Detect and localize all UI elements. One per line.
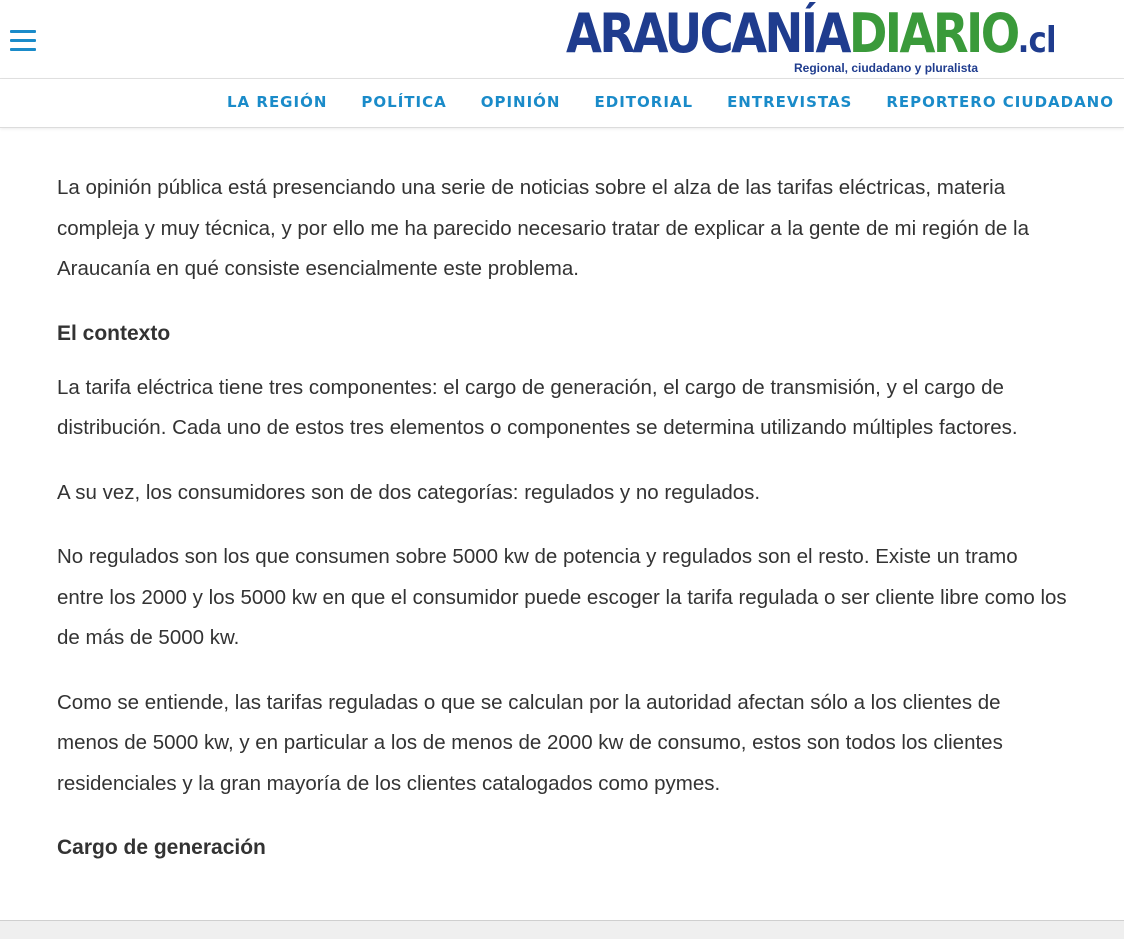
article-paragraph: La tarifa eléctrica tiene tres componentes: el cargo de generación, el cargo de transmisión, y el cargo de distribución. Cada uno de estos tres elementos o componentes se determina utilizando múltiples factores. [57,375,1018,439]
bottom-segment [218,921,343,939]
hamburger-line [10,39,36,42]
bottom-segment [926,921,1124,939]
article-body [57,168,1067,882]
article-subheading: Cargo de generación [57,836,266,859]
nav-item-reportero-ciudadano[interactable]: REPORTERO CIUDADANO [886,93,1114,111]
hamburger-line [10,30,36,33]
site-header [0,0,1124,79]
article-paragraph: A su vez, los consumidores son de dos categorías: regulados y no regulados. [57,480,761,504]
logo-part-cl: .cl [1017,20,1056,61]
article-paragraph: Como se entiende, las tarifas reguladas o que se calculan por la autoridad afectan sólo a los clientes de menos de 5000 kw, y en particular a los de menos de 2000 kw de consumo, estos son todos los clientes residenciales y la gran mayoría de los clientes catalogados como pymes. [57,690,1003,795]
nav-item-opinion[interactable]: OPINIÓN [480,93,561,111]
article-subheading: El contexto [57,321,171,345]
bottom-overlay-strip [0,920,1124,939]
main-nav [0,79,1124,128]
logo-tagline: Regional, ciudadano y pluralista [794,61,979,75]
logo-part-diario: DIARIO [848,2,1018,65]
logo-part-araucania: ARAUCANÍA [566,2,849,65]
bottom-segment [342,921,703,939]
site-logo[interactable] [566,2,1056,78]
nav-item-la-region[interactable]: LA REGIÓN [227,93,328,111]
nav-item-entrevistas[interactable]: ENTREVISTAS [727,93,853,111]
nav-item-politica[interactable]: POLÍTICA [361,93,447,111]
nav-items [227,93,1114,111]
hamburger-line [10,48,36,51]
bottom-segment [0,921,219,939]
article-paragraph: No regulados son los que consumen sobre 5000 kw de potencia y regulados son el resto. Existe un tramo entre los 2000 y los 5000 kw en que el consumidor puede escoger la tarifa regulada o ser cliente libre como los de más de 5000 kw. [57,545,1067,649]
article-paragraph: La opinión pública está presenciando una serie de noticias sobre el alza de las tarifas eléctricas, materia compleja y muy técnica, y por ello me ha parecido necesario tratar de explicar a la gente de mi región de la Araucanía en qué consiste esencialmente este problema. [57,176,1029,280]
hamburger-icon[interactable] [10,28,36,52]
bottom-segment [702,921,927,939]
nav-item-editorial[interactable]: EDITORIAL [594,93,694,111]
